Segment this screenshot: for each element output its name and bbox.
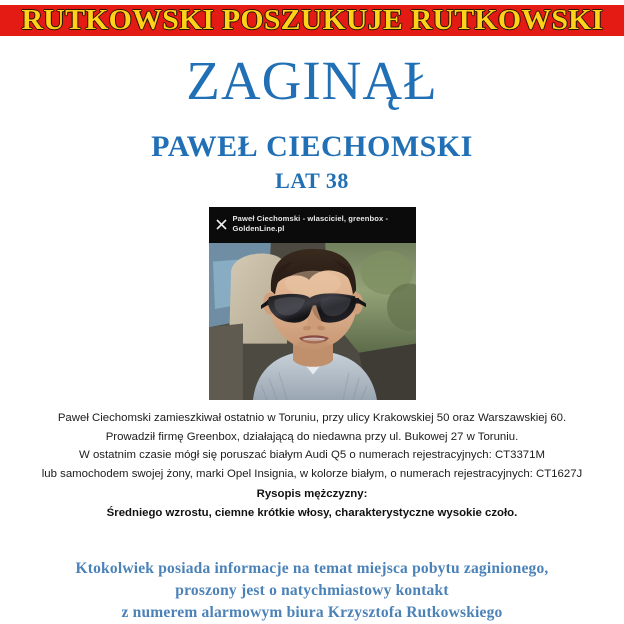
missing-person-name: PAWEŁ CIECHOMSKI — [151, 129, 473, 163]
description-block — [12, 409, 612, 483]
description-line-1: Paweł Ciechomski zamieszkiwał ostatnio w Toruniu, przy ulicy Krakowskiej 50 oraz Warszawskiej 60. — [57, 412, 567, 424]
banner-rutkowski — [0, 5, 624, 36]
close-icon[interactable] — [211, 207, 233, 243]
rysopis-details: Średniego wzrostu, ciemne krótkie włosy, charakterystyczne wysokie czoło. — [106, 506, 518, 519]
appeal-block — [12, 558, 612, 624]
appeal-line-1: Ktokolwiek posiada informacje na temat miejsca pobytu zaginionego, — [75, 560, 549, 577]
appeal-line-3: z numerem alarmowym biura Krzysztofa Rutkowskiego — [121, 604, 503, 621]
rysopis-heading: Rysopis mężczyzny: — [256, 488, 368, 500]
banner-title: RUTKOWSKI POSZUKUJE RUTKOWSKI — [21, 5, 603, 36]
rysopis-block — [12, 485, 612, 522]
description-line-4: lub samochodem swojej żony, marki Opel Insignia, w kolorze białym, o numerach rejestracyjnych: CT1627J — [41, 467, 583, 480]
photo-caption-bar — [209, 207, 416, 243]
description-line-2: Prowadził firmę Greenbox, działającą do niedawna przy ul. Bukowej 27 w Toruniu. — [105, 430, 519, 443]
photo-caption-text: Paweł Ciechomski - wlasciciel, greenbox - GoldenLine.pl — [232, 213, 389, 233]
appeal-line-2: proszony jest o natychmiastowy kontakt — [175, 582, 449, 599]
page-title-zaginal: ZAGINĄŁ — [186, 49, 438, 111]
description-line-3: W ostatnim czasie mógł się poruszać białym Audi Q5 o numerach rejestracyjnych: CT3371M — [79, 449, 545, 461]
missing-person-photo — [209, 207, 416, 400]
missing-person-age: LAT 38 — [275, 167, 349, 193]
